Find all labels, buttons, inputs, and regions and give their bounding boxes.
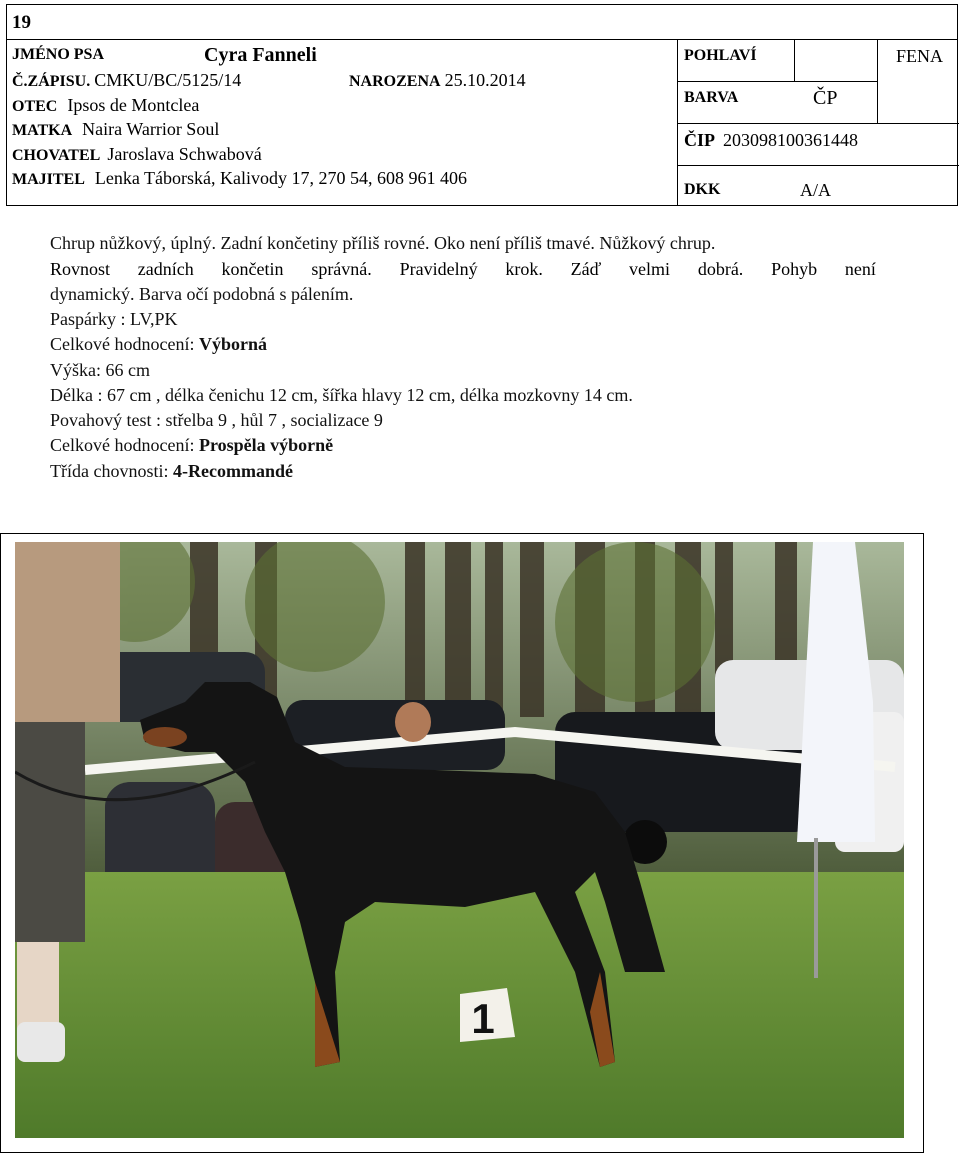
dog-photo-illustration <box>15 542 904 1138</box>
reg-label: Č.ZÁPISU. <box>12 73 91 90</box>
sex-label: POHLAVÍ <box>684 47 757 64</box>
name-label: JMÉNO PSA <box>12 46 104 63</box>
dog-attributes-box <box>677 39 958 206</box>
name-row <box>12 44 317 66</box>
dkk-label: DKK <box>684 181 721 198</box>
color-value: ČP <box>813 87 838 109</box>
born-row <box>349 70 526 91</box>
overall-rating-2-value: Prospěla výborně <box>198 435 334 455</box>
catalog-number-cell <box>6 4 958 40</box>
reg-row <box>12 70 241 91</box>
dog-photo <box>15 542 904 1138</box>
reg-value: CMKU/BC/5125/14 <box>94 70 242 90</box>
father-label: OTEC <box>12 98 58 115</box>
assessment-line-3: dynamický. Barva očí podobná s pálením. <box>50 284 354 304</box>
breeding-class-value: 4-Recommandé <box>172 461 293 481</box>
overall-rating-value: Výborná <box>198 334 267 354</box>
father-row <box>12 95 199 116</box>
assessment-line-1: Chrup nůžkový, úplný. Zadní končetiny příliš rovné. Oko není příliš tmavé. Nůžkový chrup. <box>50 233 716 253</box>
mother-value: Naira Warrior Soul <box>82 119 220 139</box>
owner-value: Lenka Táborská, Kalivody 17, 270 54, 608 961 406 <box>94 168 468 188</box>
breeding-class-label: Třída chovnosti: <box>50 461 173 481</box>
chip-label: ČIP <box>684 130 715 150</box>
color-label: BARVA <box>684 89 739 106</box>
papers-line: Paspárky : LV,PK <box>50 309 178 329</box>
length-line: Délka : 67 cm , délka čenichu 12 cm, šířka hlavy 12 cm, délka mozkovny 14 cm. <box>50 385 633 405</box>
overall-rating-line <box>50 334 267 355</box>
dkk-value: A/A <box>800 180 831 200</box>
number-card-label: 1 <box>471 995 495 1042</box>
breeding-class-line <box>50 461 293 482</box>
father-value: Ipsos de Montclea <box>67 95 200 115</box>
dog-info-box <box>6 39 678 206</box>
mother-row <box>12 119 219 140</box>
overall-rating-2-line <box>50 435 333 456</box>
height-line: Výška: 66 cm <box>50 360 150 380</box>
temperament-line: Povahový test : střelba 9 , hůl 7 , socializace 9 <box>50 410 383 430</box>
sex-value: FENA <box>896 46 944 66</box>
assessment-line-2: Rovnost zadních končetin správná. Pravidelný krok. Záď velmi dobrá. Pohyb není <box>50 259 876 279</box>
breeder-value: Jaroslava Schwabová <box>107 144 262 164</box>
overall-rating-label: Celkové hodnocení: <box>50 334 199 354</box>
chip-row <box>684 130 858 151</box>
overall-rating-2-label: Celkové hodnocení: <box>50 435 199 455</box>
born-label: NAROZENA <box>349 73 441 90</box>
breeder-row <box>12 144 262 165</box>
name-value: Cyra Fanneli <box>204 44 317 66</box>
mother-label: MATKA <box>12 122 73 139</box>
chip-value: 203098100361448 <box>723 130 858 150</box>
breeder-label: CHOVATEL <box>12 147 101 164</box>
born-value: 25.10.2014 <box>444 70 526 90</box>
catalog-number: 19 <box>12 12 31 33</box>
owner-label: MAJITEL <box>12 171 85 188</box>
owner-row <box>12 168 467 189</box>
